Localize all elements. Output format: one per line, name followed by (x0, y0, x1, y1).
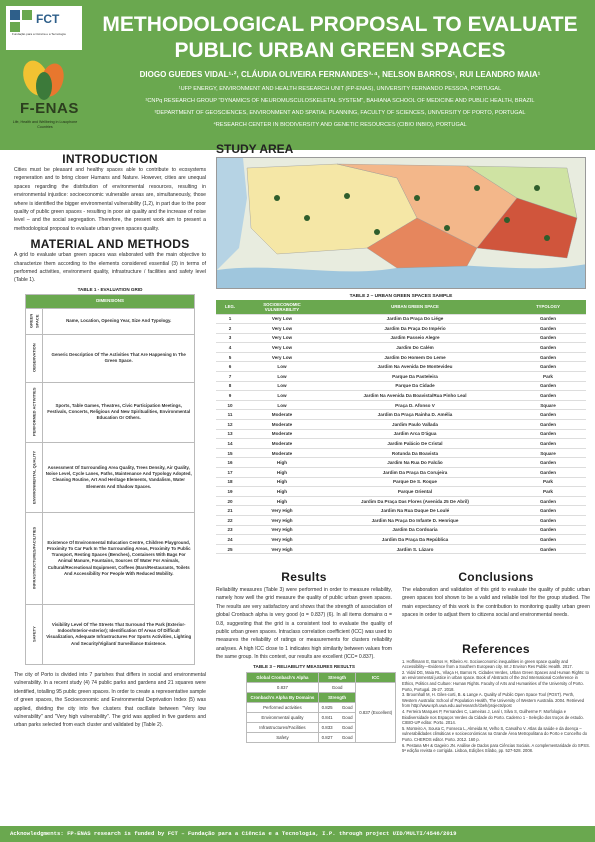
table-row (216, 448, 586, 458)
table-row (216, 544, 586, 554)
cell-green-space: Jardim Da Praça Da Corujeira (320, 468, 510, 478)
affiliation-2: ²CNPq RESEARCH GROUP "DYNAMICS OF NEUROMUSCULOSKELETAL SYSTEM", BAHIANA SCHOOL OF MEDICINE AND PUBLIC HEALTH, BRAZIL (145, 98, 535, 104)
cell-leg: 13 (216, 429, 244, 439)
cell-vulnerability: Very Low (244, 352, 320, 362)
table-row (216, 372, 586, 382)
cell-leg: 18 (216, 477, 244, 487)
cell-vulnerability: Very Low (244, 343, 320, 353)
table3-caption: TABLE 3 – RELIABILITY MEASURES RESULTS (253, 663, 355, 669)
table1-text: Generic Description Of The Activities That Are Happening In The Green Space. (43, 334, 195, 382)
cell-vulnerability: Very High (244, 544, 320, 554)
conclusions-text: The elaboration and validation of this grid to evaluate the quality of public urban green spaces tool shown to be a valid and reliable tool for the group studied. The main expectancy of this work is the contribution to monitoring quality urban green spaces in order to adjust them to citizens social and environmental needs. (402, 587, 590, 619)
col-typology: TYPOLOGY (510, 300, 586, 314)
table-row (216, 506, 586, 516)
table2-header (216, 300, 586, 314)
table-row (216, 343, 586, 353)
table1-dim: PERFORMED ACTIVITIES (26, 382, 43, 442)
introduction-heading: INTRODUCTION (62, 152, 158, 166)
title-line-1: METHODOLOGICAL PROPOSAL TO EVALUATE (102, 13, 578, 36)
domain-value: 0.841 Good (318, 712, 356, 722)
table-row (216, 314, 586, 324)
cell-vulnerability: Moderate (244, 448, 320, 458)
cell-green-space: Parque Da Pasteleira (320, 372, 510, 382)
cell-leg: 8 (216, 381, 244, 391)
domain-label: Safety (247, 732, 319, 742)
reference-item: 4. Ferreira Marques P, Fernandes C, Lameiras J, Leal I, Silva S, Guilherme F. Morfologia e Biodiversidade nos Espaços Verdes da Cidade do Porto. Caderno 1 - Seleção dos troços de estudo. CIBIO-UP editor. Porto. 2014. (402, 708, 584, 726)
fp-enas-logo (6, 54, 82, 146)
reference-item: 6. Pestana MH & Gageiro JN. Análise de Dados para Ciências Sociais. A complementaridade do SPSS. 5ª edição revista e corrigida. Lisboa, Edições Sílabo, pp. 527-528. 2008. (402, 742, 590, 754)
table-row (216, 487, 586, 497)
conclusions-heading: Conclusions (458, 570, 534, 584)
table1-dim: SAFETY (26, 604, 43, 664)
domain-label: Infrastructures/Facilities (247, 722, 319, 732)
cell-typology: Garden (510, 468, 586, 478)
cell-typology: Garden (510, 381, 586, 391)
cell-leg: 12 (216, 420, 244, 430)
methods-text-2: The city of Porto is divided into 7 parishes that differs in social and environmental vulnerability. In a recent study (4) 74 public parks and gardens and 21 squares were identified, totalling 95 public green spaces. In order to create a representative sample of green spaces, the Socioeconomic and Environmental Deprivation Index (5) was applied, dividing the city into five clusters that oscillate between "Very low vulnerability" and "Very high vulnerability". The grid was applied in five gardens and urban parks selected from each cluster and validated by (Table 2). (14, 671, 206, 729)
cell-green-space: Jardim Da Cordoaria (320, 525, 510, 535)
table1-text: Sports, Table Games, Theatres, Civic Participation Meetings, Festivals, Concerts, Religious And New Spiritualities, Environmental Education Or Others. (43, 382, 195, 442)
table-row (216, 362, 586, 372)
fp-enas-logo-sub: Life, Health and Wellbeing in Lusophone Countries (12, 120, 78, 129)
cell-typology: Garden (510, 324, 586, 334)
table1-dim: ENVIRONMENTAL QUALITY (26, 442, 43, 512)
table1-text: Existence Of Environmental Education Centre, Children Playground, Proximity To Car Park In The Surrounding Areas, Proximity To Public Transport, Resting Spaces (Benches), Containers With Bags For Animal Manure, Fountains, Sources Of Water For Animals, Cultural/Recreational Equipment, Coffees (Bars/Restaurants, Toilets And Accessibility For People With Reduced Mobility. (43, 512, 195, 604)
reference-item: 1. Hoffimann E, Barros H, Ribeiro AI. Socioeconomic inequalities in green space quality and Accessibility—Evidence from a Southern European city. Int J Environ Res Public Health. 2017. (402, 658, 573, 670)
leaf-logo-icon (14, 56, 74, 102)
table1-text: Visibility Level Of The Streets That Surround The Park (Exterior-Indoor/Interior-exterior); Identification Of Areas Of Difficult Visualization, Adequate Infrastructures For Sports Activities, Lighting And Security/Vigilant/ Surveillance Existence. (43, 604, 195, 664)
table2-body (216, 314, 586, 554)
results-section (216, 570, 392, 743)
cell-vulnerability: Moderate (244, 439, 320, 449)
acknowledgments-footer: Acknowledgments: FP-ENAS research is funded by FCT – Fundação para a Ciência e a Tecnologia, I.P. through project UID/MULTI/4546/2019 (0, 826, 595, 842)
cell-typology: Garden (510, 544, 586, 554)
table-row (216, 391, 586, 401)
h-strength: Strength (318, 672, 356, 682)
fct-mark-icon (10, 10, 36, 32)
h-icc: ICC (356, 672, 396, 682)
cell-green-space: Jardim Na Avenida Da Boavista/Rua Pinho Leal (320, 391, 510, 401)
table1-text: Name, Location, Opening Year, Size And Typology. (43, 308, 195, 334)
cell-green-space: Parque Oriental (320, 487, 510, 497)
cell-vulnerability: High (244, 468, 320, 478)
cell-vulnerability: Very High (244, 506, 320, 516)
introduction-text: Cities must be pleasant and healthy spaces able to contribute to ecosystems regeneration and to bring closer Humans and Nature. However, cities are unequal spaces regarding the distribution of environmental resources, resulting in environmental injustice: socioeconomic vulnerable areas are, simultaneously, those where is identified the bigger environmental vulnerability (1,2), in part due to the poor quality of public green spaces - resulting in poor air quality and the increase of noise level – and the social segregation. Therefore, the present work aim to present a methodological proposal to evaluate urban green spaces quality. (14, 167, 206, 232)
cell-leg: 11 (216, 410, 244, 420)
table-row (216, 381, 586, 391)
reference-item: 2. Vidal DG, Maia RL, Vilaça H, Barros N. Cidades Verdes, Urban Green Spaces and Human Rights: to an environmental justice in urban space. Book of Abstracts of the 2nd International Conference in Ethics, Politics and Culture: Human Rights. Faculty of Arts and Humanities of the University of Porto. Porto, Portugal. 26-27. 2018. (402, 669, 589, 692)
cell-leg: 1 (216, 314, 244, 324)
title-line-2: PUBLIC URBAN GREEN SPACES (174, 39, 506, 62)
cell-typology: Park (510, 487, 586, 497)
table1-text: Assessment Of Surrounding Area Quality, Trees Density, Air Quality, Noise Level, Cycle Lanes, Paths, Maintenance And Typology Adopted, Cleaning Routine, Art And Heritage Elements, Vandalism, Water Elements And Shadow Spaces. (43, 442, 195, 512)
table-row (26, 382, 195, 442)
cell-leg: 7 (216, 372, 244, 382)
cell-vulnerability: Moderate (244, 429, 320, 439)
table-row (26, 512, 195, 604)
cell-vulnerability: Low (244, 372, 320, 382)
evaluation-grid-table (25, 294, 195, 665)
global-strength: Good (318, 682, 356, 692)
methods-text: A grid to evaluate urban green spaces was elaborated with the main objective to characterize them according to the elements considered essential (3) in terms of performed activities, environment quality, infrastructure / facilities and safety level (Table 1). (14, 252, 206, 284)
cell-leg: 21 (216, 506, 244, 516)
table1-head: DIMENSIONS (26, 294, 195, 308)
table-row (247, 672, 396, 682)
domain-label: Performed activities (247, 702, 319, 712)
h-domains: Cronbach's Alpha By Domains (247, 692, 319, 702)
cell-leg: 20 (216, 496, 244, 506)
cell-typology: Square (510, 400, 586, 410)
table-row (216, 535, 586, 545)
table-row (216, 496, 586, 506)
h-global: Global Cronbach's Alpha (247, 672, 319, 682)
cell-green-space: Parque De S. Roque (320, 477, 510, 487)
cell-green-space: Jardim Da Praça Do Liége (320, 314, 510, 324)
cell-vulnerability: Very Low (244, 333, 320, 343)
cell-leg: 6 (216, 362, 244, 372)
references-heading: References (462, 641, 530, 656)
col-vulnerability: SOCIOECONOMIC VULNERABILITY (244, 300, 320, 314)
reference-item: 3. Broomhall M, H. Giles-corti, B. & Lange A. Quality of Public Open Space Tool (POST). Perth, Western Australia: School of Population Health, The University of Western Australia. 2004. Retrieved from http://www.sph.uwa.edu.au/research/cbeh/projects/post (402, 692, 585, 709)
poster-title (90, 12, 590, 64)
cell-leg: 25 (216, 544, 244, 554)
table-row (216, 525, 586, 535)
cell-typology: Square (510, 448, 586, 458)
icc-value: 0.837 (Excellent) (356, 682, 396, 742)
cell-typology: Garden (510, 506, 586, 516)
table-row (26, 604, 195, 664)
domain-value: 0.827 Good (318, 732, 356, 742)
cell-green-space: Jardim Na Rua Do Falcão (320, 458, 510, 468)
global-value: 0.837 (247, 682, 319, 692)
table-row (216, 468, 586, 478)
reliability-table (246, 672, 396, 743)
cell-typology: Garden (510, 496, 586, 506)
cell-typology: Garden (510, 352, 586, 362)
cell-typology: Garden (510, 525, 586, 535)
cell-green-space: Jardim Da Praça Da República (320, 535, 510, 545)
affiliation-4: ⁴RESEARCH CENTER IN BIODIVERSITY AND GENETIC RESOURCES (CIBIO INBIO), PORTUGAL (213, 122, 467, 128)
cell-green-space: Jardim Passeio Alegre (320, 333, 510, 343)
table-row (216, 515, 586, 525)
cell-typology: Garden (510, 410, 586, 420)
fct-logo (6, 6, 82, 50)
fct-logo-text: FCT (36, 12, 60, 26)
domain-value: 0.825 Good (318, 702, 356, 712)
table1-caption: TABLE 1 - EVALUATION GRID (77, 286, 143, 292)
cell-typology: Garden (510, 314, 586, 324)
results-text: Reliability measures (Table 3) were performed in order to measure reliability, namely how well the grid measure the quality of public urban green spaces. The results are very satisfactory and shows that the strength of association of global Cronbach alpha is very good (α = 0.837) (6). In all items domains α = 0.8, suggesting that the grid is a consistent tool to evaluate the quality of public urban green spaces. Intraclass correlation coefficient (ICC) was used to measures the reliability of ratings or measurements for clusters reliability analyses. A high ICC close to 1 indicates high similarity between values from the same group. In this context, our results are excellent (ICC= 0.837). (216, 587, 393, 661)
cell-leg: 4 (216, 343, 244, 353)
table-row (216, 420, 586, 430)
cell-vulnerability: Low (244, 391, 320, 401)
cell-typology: Garden (510, 515, 586, 525)
affiliation-3: ³DEPARTMENT OF GEOSCIENCES, ENVIRONMENT AND SPATIAL PLANNING, FACULTY OF SCIENCES, UNIVERSITY OF PORTO, PORTUGAL (154, 110, 526, 116)
cell-green-space: Praça D. Afonso V (320, 400, 510, 410)
authors: DIOGO GUEDES VIDAL¹·², CLÁUDIA OLIVEIRA FERNANDES³·⁴, NELSON BARROS¹, RUI LEANDRO MAIA¹ (139, 70, 541, 79)
fp-enas-logo-text: F-ENAS (20, 100, 79, 117)
cell-leg: 16 (216, 458, 244, 468)
cell-leg: 5 (216, 352, 244, 362)
cell-leg: 22 (216, 515, 244, 525)
cell-leg: 2 (216, 324, 244, 334)
cell-green-space: Parque Da Cidade (320, 381, 510, 391)
cell-green-space: Jardim Na Praça Do Infante D. Henrique (320, 515, 510, 525)
cell-vulnerability: Very High (244, 535, 320, 545)
table1-dim: OBSERVATION (26, 334, 43, 382)
cell-vulnerability: High (244, 458, 320, 468)
cell-vulnerability: Low (244, 400, 320, 410)
cell-vulnerability: Low (244, 362, 320, 372)
references-list (402, 659, 590, 754)
table-row (216, 429, 586, 439)
table-row (216, 400, 586, 410)
cell-vulnerability: Moderate (244, 410, 320, 420)
left-column (14, 148, 206, 730)
study-area-heading: STUDY AREA (216, 142, 294, 156)
cell-typology: Park (510, 372, 586, 382)
cell-typology: Garden (510, 333, 586, 343)
cell-vulnerability: Very High (244, 515, 320, 525)
cell-green-space: Jardim Na Rua Duque De Loulé (320, 506, 510, 516)
methods-heading: MATERIAL AND METHODS (30, 237, 190, 252)
h-strength-2: Strength (318, 692, 356, 702)
table-row (216, 352, 586, 362)
cell-typology: Garden (510, 420, 586, 430)
cell-leg: 15 (216, 448, 244, 458)
porto-map-image (217, 158, 586, 289)
cell-green-space: Rotunda Da Boavista (320, 448, 510, 458)
cell-leg: 24 (216, 535, 244, 545)
cell-green-space: Jardim Paulo Vallada (320, 420, 510, 430)
cell-green-space: Jardim Arca D'água (320, 429, 510, 439)
cell-vulnerability: High (244, 477, 320, 487)
cell-vulnerability: High (244, 496, 320, 506)
cell-leg: 17 (216, 468, 244, 478)
poster-header (0, 0, 595, 150)
table-row (216, 410, 586, 420)
table-row (216, 324, 586, 334)
cell-green-space: Jardim Da Praça Do Império (320, 324, 510, 334)
col-leg: LEG. (216, 300, 244, 314)
table-row (216, 439, 586, 449)
reference-item: 5. Monteiro A, Sousa C, Fonseca L, Almeida M, Velho S, Carvalho V. Atlas da saúde e da doença – vulnerabilidades climáticas e socioeconómicas na Grande Área Metropolitana do Porto e Concelho do Porto. CHEROS editor. Porto. 2012. 160 p. (402, 725, 588, 742)
table-row (216, 458, 586, 468)
table-row (247, 682, 396, 692)
cell-green-space: Jardim Palácio De Cristal (320, 439, 510, 449)
table1-dim: INFRASTRUCTURES/FACILITIES (26, 512, 43, 604)
table2-caption: TABLE 2 – URBAN GREEN SPACES SAMPLE (349, 294, 453, 299)
cell-leg: 10 (216, 400, 244, 410)
cell-typology: Garden (510, 343, 586, 353)
cell-typology: Garden (510, 429, 586, 439)
col-green-space: URBAN GREEN SPACE (320, 300, 510, 314)
cell-typology: Garden (510, 439, 586, 449)
table-row (216, 477, 586, 487)
cell-vulnerability: Very High (244, 525, 320, 535)
cell-leg: 23 (216, 525, 244, 535)
cell-green-space: Jardim Do Homem Do Leme (320, 352, 510, 362)
cell-typology: Park (510, 477, 586, 487)
cell-typology: Garden (510, 458, 586, 468)
cell-green-space: Jardim S. Lázaro (320, 544, 510, 554)
green-spaces-table (216, 300, 586, 554)
study-area-map (216, 157, 586, 289)
table-row (216, 333, 586, 343)
cell-vulnerability: Very Low (244, 314, 320, 324)
cell-green-space: Jardim Na Avenida De Montevideu (320, 362, 510, 372)
conclusions-section (402, 570, 590, 754)
cell-green-space: Jardim Da Praça Das Flores (Avenida 25 De Abril) (320, 496, 510, 506)
table-row (26, 442, 195, 512)
results-heading: Results (281, 570, 327, 584)
cell-green-space: Jardim Da Praça Rainha D. Amélia (320, 410, 510, 420)
cell-leg: 19 (216, 487, 244, 497)
cell-leg: 3 (216, 333, 244, 343)
cell-vulnerability: Very Low (244, 324, 320, 334)
cell-typology: Garden (510, 535, 586, 545)
affiliation-1: ¹UFP ENERGY, ENVIRONMENT AND HEALTH RESEARCH UNIT (FP-ENAS), UNIVERSITY FERNANDO PESSOA, PORTUGAL (178, 86, 502, 92)
domain-value: 0.833 Good (318, 722, 356, 732)
cell-typology: Garden (510, 362, 586, 372)
cell-leg: 9 (216, 391, 244, 401)
cell-vulnerability: Moderate (244, 420, 320, 430)
fct-logo-sub: Fundação para a Ciência e a Tecnologia (12, 32, 66, 36)
table-row (26, 334, 195, 382)
cell-green-space: Jardim Do Calém (320, 343, 510, 353)
cell-vulnerability: High (244, 487, 320, 497)
table1-dim: GREEN SPACE (26, 308, 43, 334)
table-row (26, 308, 195, 334)
cell-leg: 14 (216, 439, 244, 449)
cell-typology: Garden (510, 391, 586, 401)
domain-label: Environmental quality (247, 712, 319, 722)
cell-vulnerability: Low (244, 381, 320, 391)
